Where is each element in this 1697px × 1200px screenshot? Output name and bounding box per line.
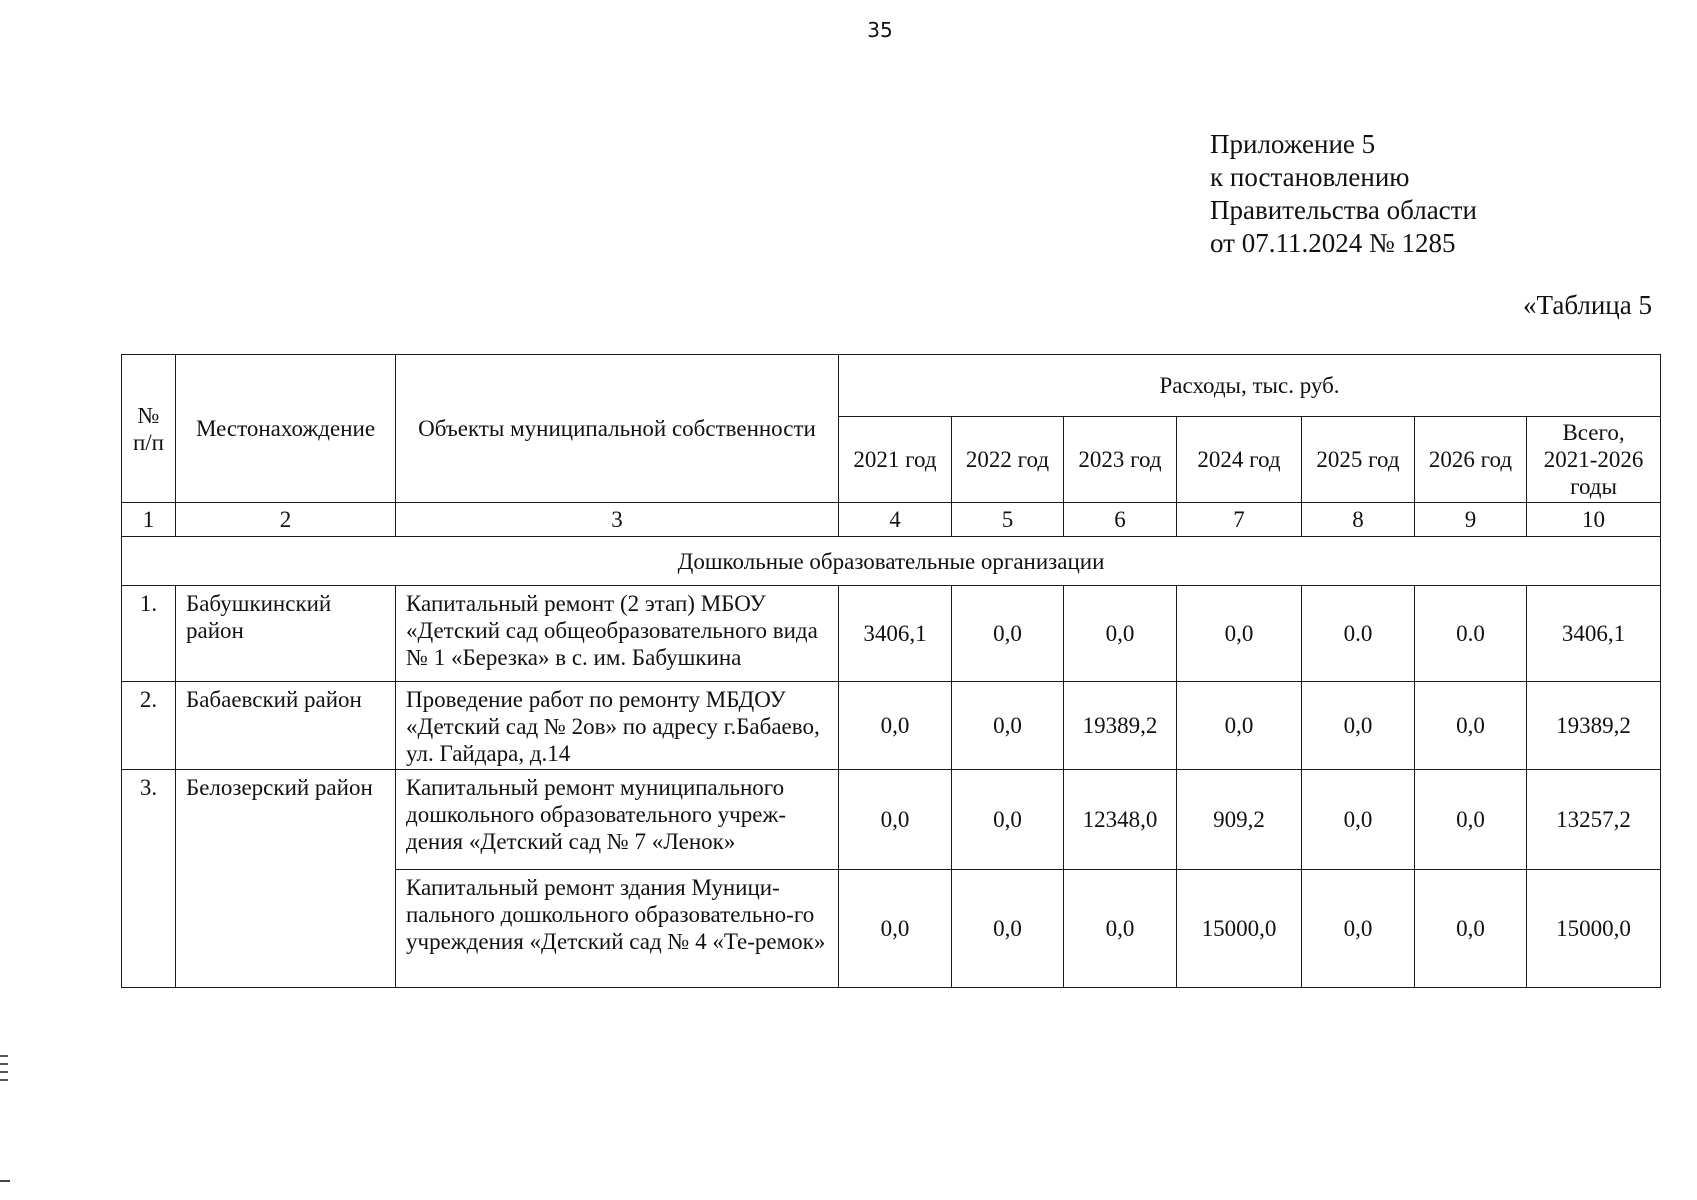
column-number: 7 <box>1177 503 1302 537</box>
section-row <box>122 537 1661 586</box>
column-number: 1 <box>122 503 176 537</box>
value-2024: 0,0 <box>1177 682 1302 770</box>
header-year-2023: 2023 год <box>1064 417 1177 503</box>
header-year-2021: 2021 год <box>839 417 952 503</box>
column-number: 3 <box>396 503 839 537</box>
scan-margin-dash <box>0 1180 10 1182</box>
appendix-header <box>1210 128 1477 260</box>
row-object: Капитальный ремонт муниципального дошкольного образовательного учреж-дения «Детский сад № 7 «Ленок» <box>396 770 839 870</box>
column-number: 9 <box>1415 503 1527 537</box>
table-label: «Таблица 5 <box>1523 290 1652 320</box>
value-2024: 0,0 <box>1177 586 1302 682</box>
header-year-2026: 2026 год <box>1415 417 1527 503</box>
header-location: Местонахождение <box>176 355 396 503</box>
header-year-2022: 2022 год <box>952 417 1064 503</box>
table-row <box>122 682 1661 770</box>
row-number: 2. <box>122 682 176 770</box>
row-location: Белозерский район <box>176 770 396 988</box>
column-number-row <box>122 503 1661 537</box>
value-2022: 0,0 <box>952 870 1064 988</box>
table-row <box>122 770 1661 870</box>
value-2022: 0,0 <box>952 770 1064 870</box>
value-2026: 0,0 <box>1415 870 1527 988</box>
value-2023: 12348,0 <box>1064 770 1177 870</box>
value-2023: 0,0 <box>1064 586 1177 682</box>
row-location: Бабаевский район <box>176 682 396 770</box>
value-2026: 0,0 <box>1415 682 1527 770</box>
value-2023: 0,0 <box>1064 870 1177 988</box>
value-2021: 3406,1 <box>839 586 952 682</box>
value-2021: 0,0 <box>839 870 952 988</box>
column-number: 10 <box>1527 503 1661 537</box>
column-number: 8 <box>1302 503 1415 537</box>
header-row-top <box>122 355 1661 417</box>
appendix-line-1: Приложение 5 <box>1210 129 1376 159</box>
table-row <box>122 586 1661 682</box>
appendix-line-2: к постановлению <box>1210 162 1410 192</box>
row-number: 1. <box>122 586 176 682</box>
header-year-2024: 2024 год <box>1177 417 1302 503</box>
scan-mark <box>0 1079 8 1081</box>
page-number: 35 <box>867 18 893 42</box>
value-total: 13257,2 <box>1527 770 1661 870</box>
header-total: Всего, 2021-2026 годы <box>1527 417 1661 503</box>
header-num: № п/п <box>122 355 176 503</box>
value-2026: 0.0 <box>1415 586 1527 682</box>
value-2022: 0,0 <box>952 682 1064 770</box>
column-number: 5 <box>952 503 1064 537</box>
value-2025: 0,0 <box>1302 870 1415 988</box>
value-2021: 0,0 <box>839 770 952 870</box>
column-number: 2 <box>176 503 396 537</box>
row-location: Бабушкинский район <box>176 586 396 682</box>
scan-mark <box>0 1063 8 1065</box>
value-total: 3406,1 <box>1527 586 1661 682</box>
column-number: 4 <box>839 503 952 537</box>
appendix-line-3: Правительства области <box>1210 195 1477 225</box>
scan-mark <box>0 1071 8 1073</box>
scan-margin-marks <box>0 1055 8 1087</box>
value-2022: 0,0 <box>952 586 1064 682</box>
row-object: Капитальный ремонт здания Муници-пального дошкольного образовательно-го учреждения «Детский сад № 4 «Те-ремок» <box>396 870 839 988</box>
section-title: Дошкольные образовательные организации <box>122 537 1661 586</box>
value-2021: 0,0 <box>839 682 952 770</box>
value-2025: 0,0 <box>1302 770 1415 870</box>
scan-mark <box>0 1055 8 1057</box>
header-year-2025: 2025 год <box>1302 417 1415 503</box>
column-number: 6 <box>1064 503 1177 537</box>
expenses-table <box>121 354 1661 988</box>
value-2025: 0,0 <box>1302 682 1415 770</box>
value-2024: 909,2 <box>1177 770 1302 870</box>
appendix-line-4: от 07.11.2024 № 1285 <box>1210 228 1456 258</box>
header-objects: Объекты муниципальной собственности <box>396 355 839 503</box>
value-2025: 0.0 <box>1302 586 1415 682</box>
value-2024: 15000,0 <box>1177 870 1302 988</box>
value-total: 19389,2 <box>1527 682 1661 770</box>
row-object: Проведение работ по ремонту МБДОУ «Детский сад № 2ов» по адресу г.Бабаево, ул. Гайдара, д.14 <box>396 682 839 770</box>
header-expenses: Расходы, тыс. руб. <box>839 355 1661 417</box>
row-number: 3. <box>122 770 176 988</box>
value-total: 15000,0 <box>1527 870 1661 988</box>
value-2026: 0,0 <box>1415 770 1527 870</box>
value-2023: 19389,2 <box>1064 682 1177 770</box>
row-object: Капитальный ремонт (2 этап) МБОУ «Детский сад общеобразовательного вида № 1 «Березка» в с. им. Бабушкина <box>396 586 839 682</box>
